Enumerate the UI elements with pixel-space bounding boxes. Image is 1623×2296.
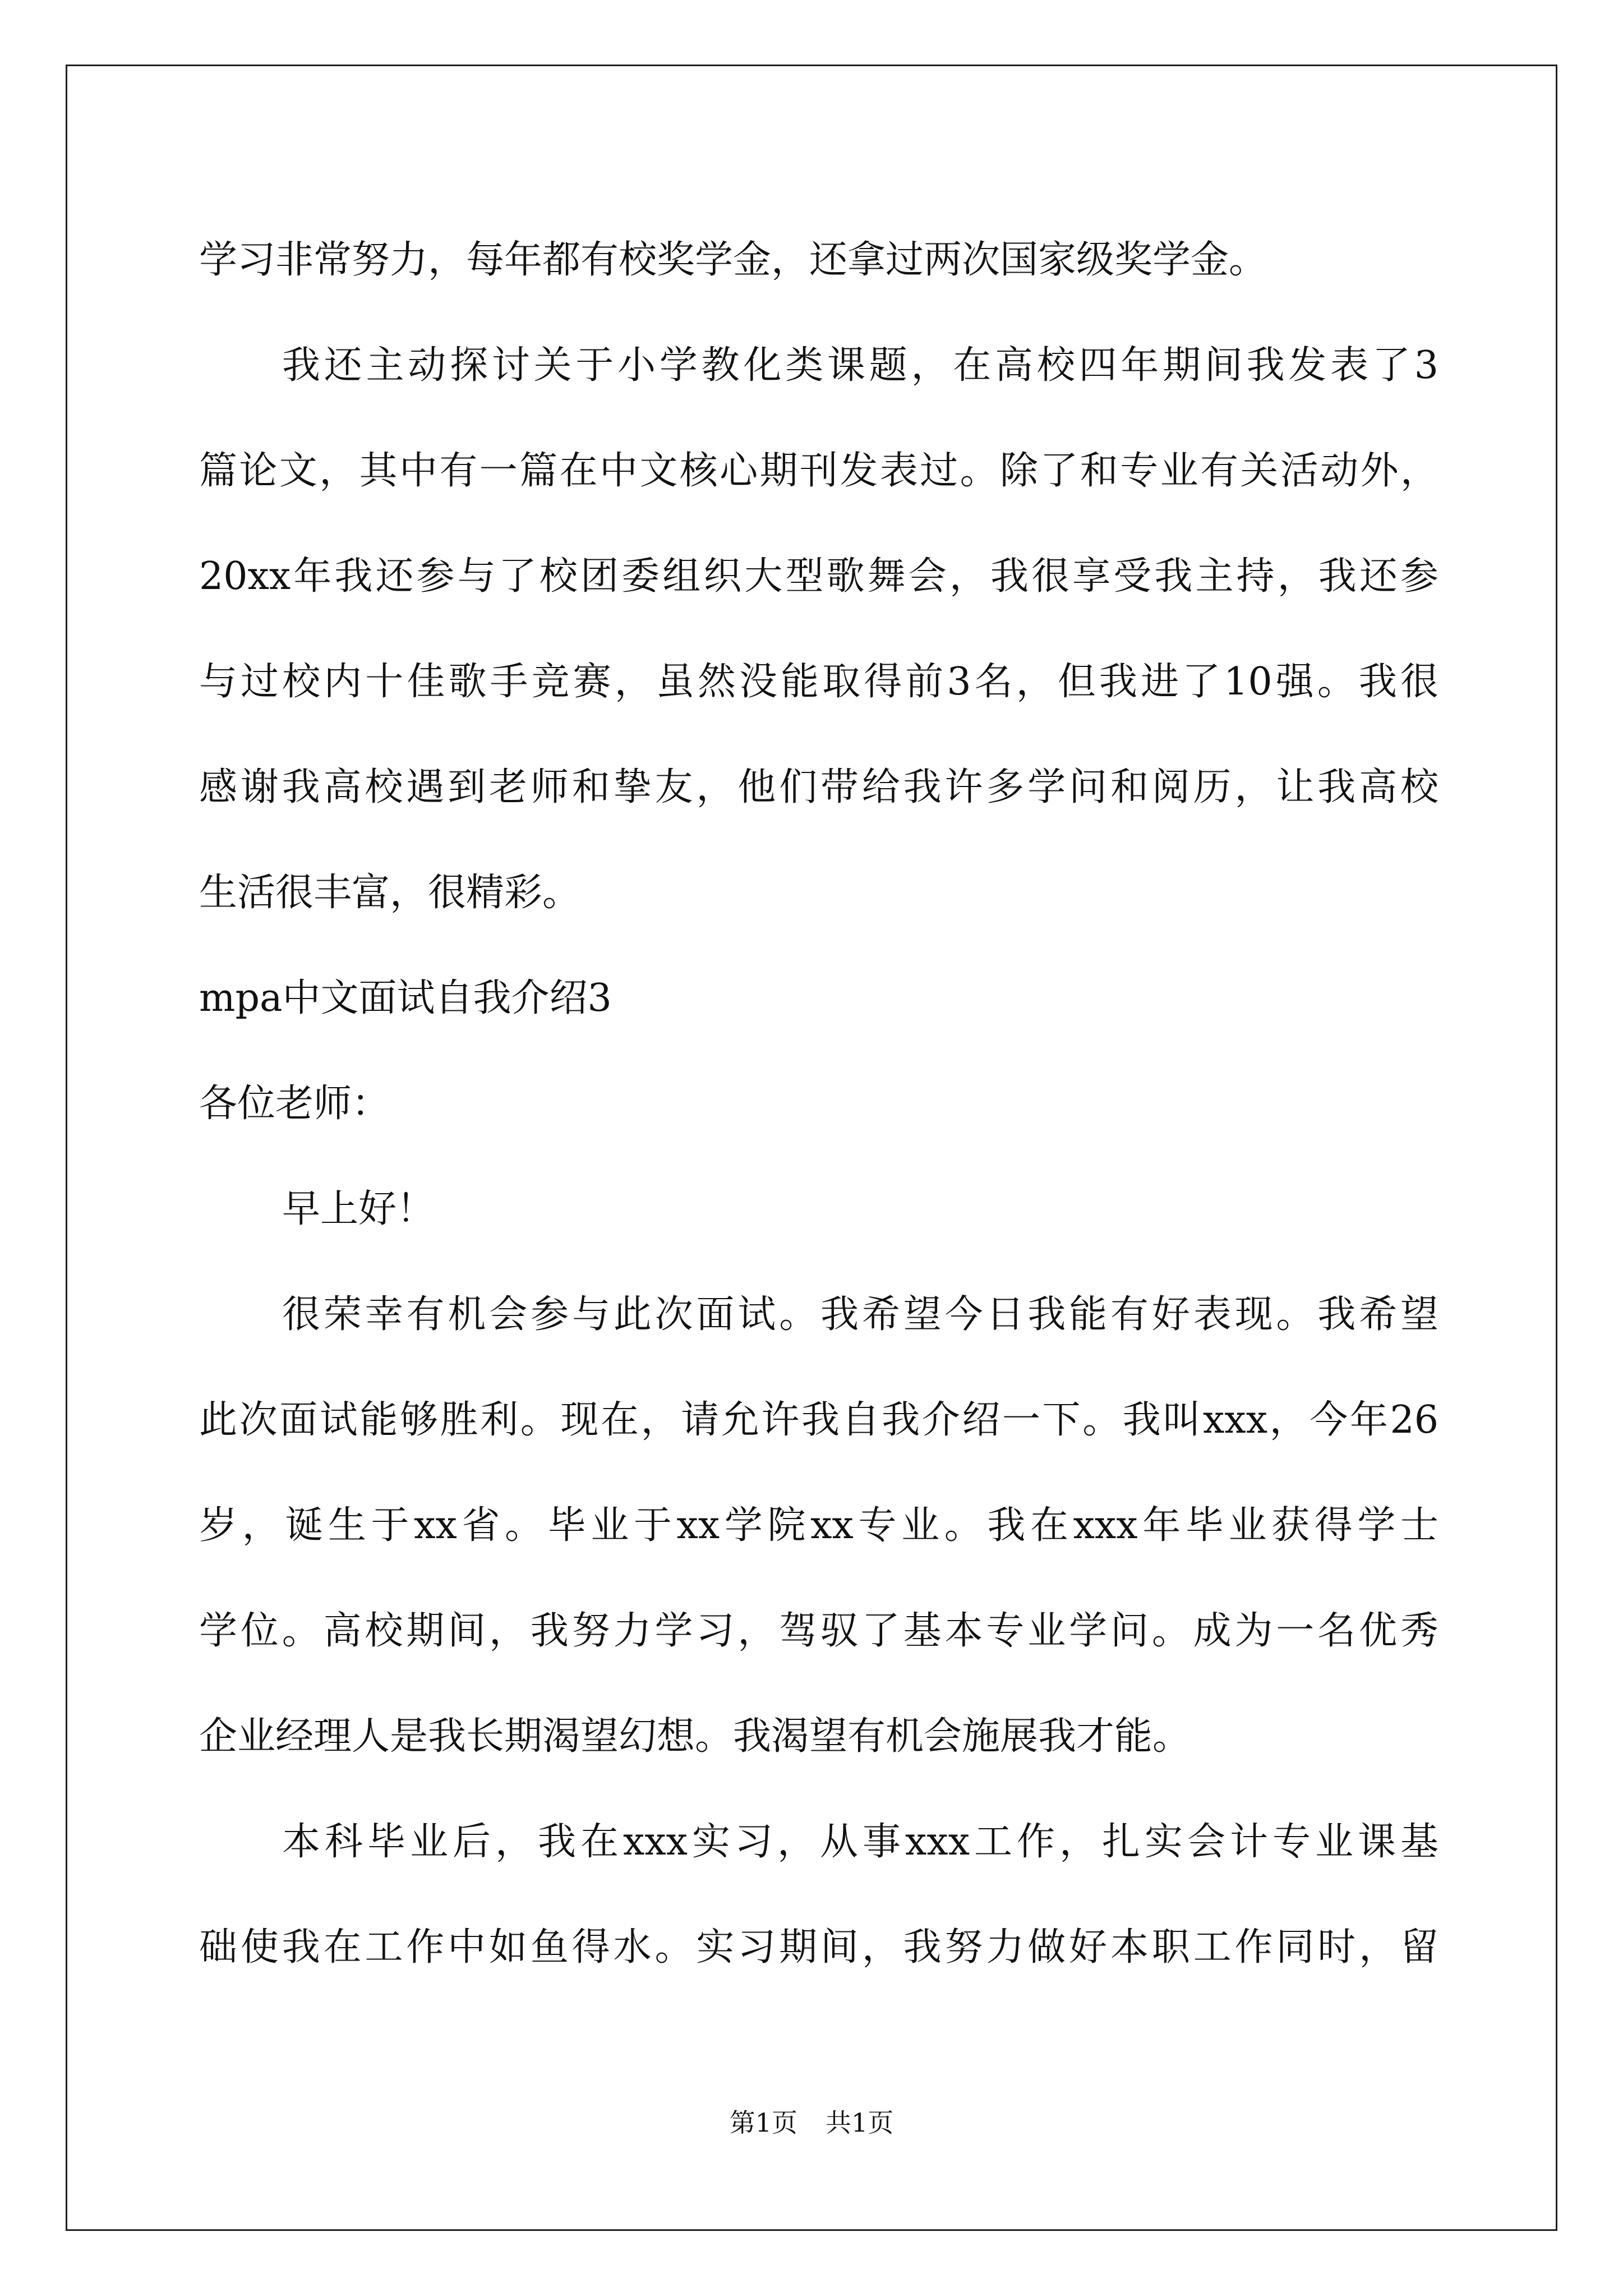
paragraph-line: 篇论文，其中有一篇在中文核心期刊发表过。除了和专业有关活动外， [199,449,1438,493]
paragraph-line: 本科毕业后，我在xxx实习，从事xxx工作，扎实会计专业课基 [282,1820,1438,1864]
paragraph-line: 此次面试能够胜利。现在，请允许我自我介绍一下。我叫xxx，今年26 [199,1398,1438,1442]
paragraph-line: 感谢我高校遇到老师和挚友，他们带给我许多学问和阅历，让我高校 [199,765,1438,809]
paragraph-line: 岁，诞生于xx省。毕业于xx学院xx专业。我在xxx年毕业获得学士 [199,1503,1438,1548]
paragraph-line: 学位。高校期间，我努力学习，驾驭了基本专业学问。成为一名优秀 [199,1609,1438,1653]
paragraph-line: 20xx年我还参与了校团委组织大型歌舞会，我很享受我主持，我还参 [199,554,1438,599]
document-body [199,208,1438,2000]
paragraph-line: 很荣幸有机会参与此次面试。我希望今日我能有好表现。我希望 [282,1292,1438,1337]
page-footer [0,2102,1623,2139]
paragraph-line: 企业经理人是我长期渴望幻想。我渴望有机会施展我才能。 [199,1714,1191,1759]
paragraph-line: 生活很丰富，很精彩。 [199,871,581,915]
paragraph-line: 与过校内十佳歌手竞赛，虽然没能取得前3名，但我进了10强。我很 [199,660,1438,704]
page-number-current: 第1页 [729,2108,797,2138]
paragraph-line: 我还主动探讨关于小学教化类课题，在高校四年期间我发表了3 [282,343,1438,388]
paragraph-line: 学习非常努力，每年都有校奖学金，还拿过两次国家级奖学金。 [199,238,1267,282]
section-heading: mpa中文面试自我介绍3 [199,976,612,1020]
paragraph-line: 础使我在工作中如鱼得水。实习期间，我努力做好本职工作同时，留 [199,1925,1438,1970]
salutation: 各位老师： [199,1082,390,1126]
page-number-total: 共1页 [826,2108,894,2138]
greeting: 早上好！ [282,1187,435,1231]
